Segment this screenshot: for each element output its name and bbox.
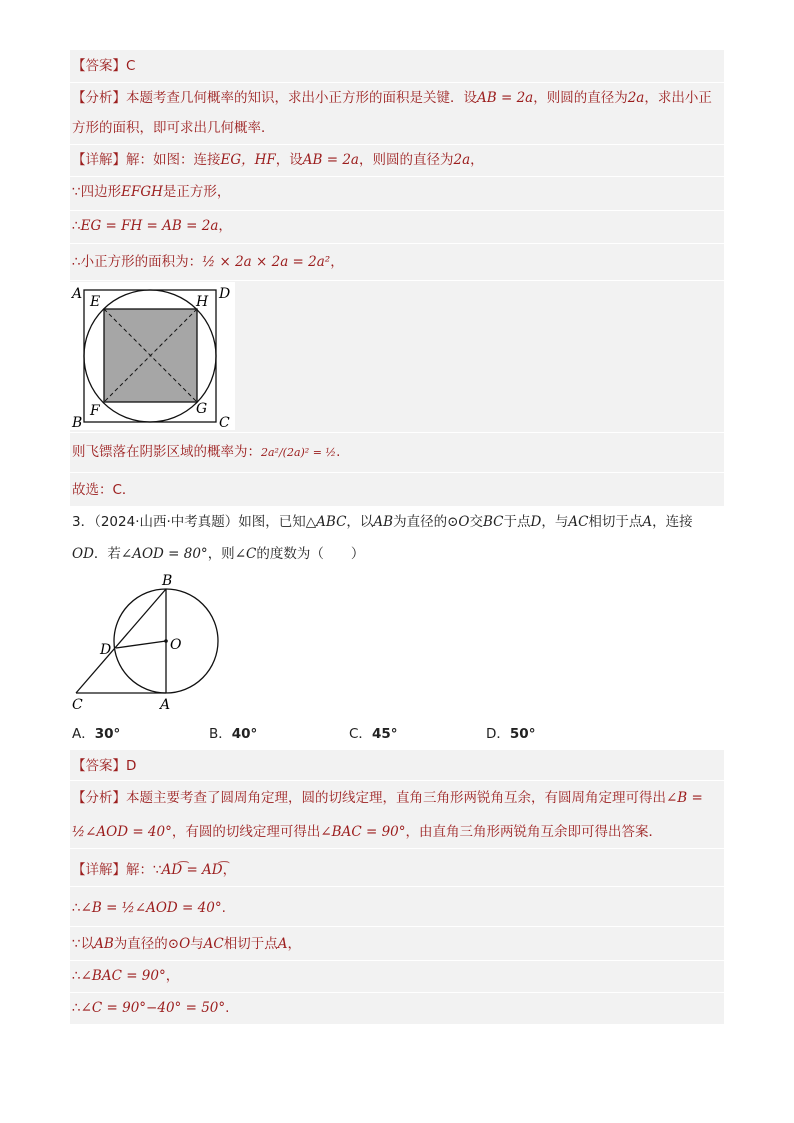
segment-od <box>116 641 166 648</box>
q3-answer-line: 【答案】D <box>72 758 137 774</box>
q2-answer-line: 【答案】C <box>72 58 136 74</box>
q2-probability-line: 则飞镖落在阴影区域的概率为：2a²/(2a)² = ½. <box>72 444 341 460</box>
q3-analysis-line-1: 【分析】本题主要考查了圆周角定理，圆的切线定理，直角三角形两锐角互余，有圆周角定理可得出∠B = <box>72 790 703 806</box>
q3-circle-triangle-figure <box>70 570 230 715</box>
center-dot <box>164 639 168 643</box>
label-d: D <box>219 286 231 302</box>
q3-detail-line-2: ∴∠B = ½∠AOD = 40°. <box>72 900 226 916</box>
q2-analysis-line-1: 【分析】本题考查几何概率的知识，求出小正方形的面积是关键．设AB = 2a，则圆的直径为2a，求出小正 <box>72 90 712 106</box>
label-h: H <box>196 294 209 310</box>
label-d: D <box>100 642 112 658</box>
label-b: B <box>162 573 173 589</box>
q2-detail-line-1: 【详解】解：如图：连接EG，HF，设AB = 2a，则圆的直径为2a， <box>72 152 484 168</box>
q2-detail-line-4: ∴小正方形的面积为：½ × 2a × 2a = 2a²， <box>72 254 344 270</box>
q2-square-circle-figure <box>70 282 235 430</box>
q2-choose-line: 故选：C． <box>72 482 136 498</box>
q2-detail-line-2: ∵四边形EFGH是正方形， <box>72 184 231 200</box>
option-a: A．30° <box>72 726 121 742</box>
label-o: O <box>170 637 182 653</box>
label-g: G <box>196 401 208 417</box>
q3-detail-line-1: 【详解】解：∵AD͡ = AD͡， <box>72 862 237 878</box>
label-a: A <box>72 286 83 302</box>
option-c: C．45° <box>349 726 398 742</box>
q2-analysis-line-2: 方形的面积，即可求出几何概率． <box>72 120 275 136</box>
q3-stem-line-2: OD．若∠AOD = 80°，则∠C的度数为（ ） <box>72 546 365 562</box>
q3-stem-line-1: 3．（2024·山西·中考真题）如图，已知△ABC，以AB为直径的⊙O交BC于点D，与AC相切于点A，连接 <box>72 514 693 530</box>
label-f: F <box>90 403 100 419</box>
label-b: B <box>72 415 83 430</box>
label-e: E <box>90 294 101 310</box>
q3-detail-line-5: ∴∠C = 90°−40° = 50°. <box>72 1000 230 1016</box>
option-b: B．40° <box>209 726 258 742</box>
label-a: A <box>160 697 171 713</box>
q3-analysis-line-2: ½∠AOD = 40°，有圆的切线定理可得出∠BAC = 90°，由直角三角形两锐角互余即可得出答案． <box>72 824 662 840</box>
segment-bc <box>76 589 166 693</box>
option-d: D．50° <box>486 726 536 742</box>
label-c: C <box>219 415 230 430</box>
q2-detail-line-3: ∴EG = FH = AB = 2a， <box>72 218 232 234</box>
label-c: C <box>72 697 83 713</box>
q3-detail-line-3: ∵以AB为直径的⊙O与AC相切于点A， <box>72 936 301 952</box>
q3-detail-line-4: ∴∠BAC = 90°， <box>72 968 180 984</box>
